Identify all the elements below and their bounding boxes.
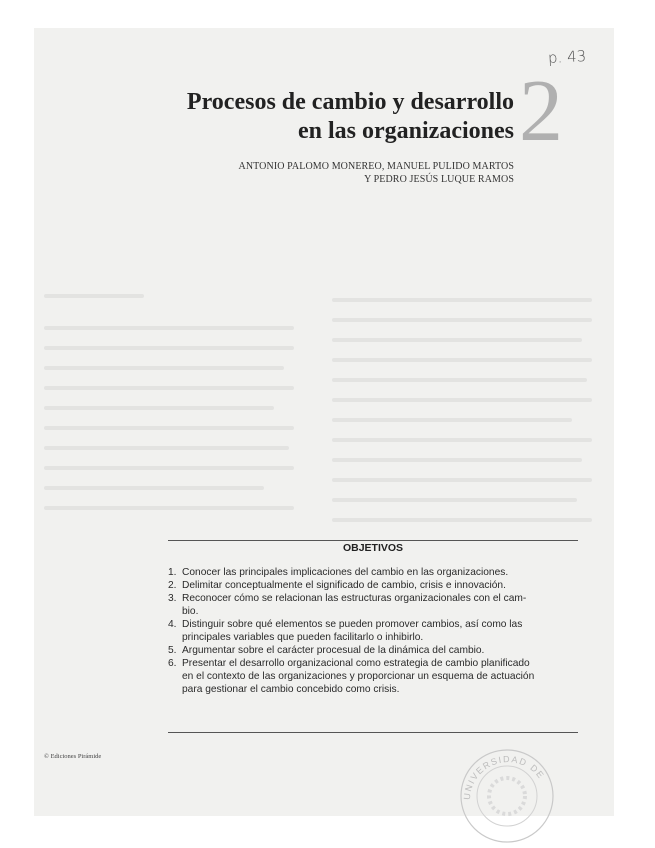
objective-line: Presentar el desarrollo organizacional como estrategia de cambio planificado: [182, 658, 530, 669]
objective-item: [168, 592, 578, 618]
chapter-number: 2: [519, 63, 563, 160]
objective-item: [168, 618, 578, 644]
objective-number: 6.: [168, 658, 177, 669]
objective-number: 2.: [168, 580, 177, 591]
university-stamp: [452, 738, 562, 848]
svg-text:UNIVERSIDAD DE: [462, 754, 547, 800]
objective-line: Argumentar sobre el carácter procesual de la dinámica del cambio.: [182, 645, 485, 656]
author-line: ANTONIO PALOMO MONEREO, MANUEL PULIDO MARTOS: [238, 161, 514, 172]
author-line: Y PEDRO JESÚS LUQUE RAMOS: [364, 174, 514, 185]
objective-number: 4.: [168, 619, 177, 630]
objective-line: en el contexto de las organizaciones y proporcionar un esquema de actuación: [182, 671, 535, 682]
objectives-heading: OBJETIVOS: [342, 542, 404, 554]
handwritten-page-note: p. 43: [547, 47, 587, 67]
objectives-list: [168, 566, 578, 696]
chapter-authors: [168, 160, 514, 186]
objectives-bottom-rule: [168, 732, 578, 733]
objective-line: Conocer las principales implicaciones del cambio en las organizaciones.: [182, 567, 509, 578]
chapter-title-line: en las organizaciones: [298, 118, 514, 144]
objective-text: [182, 657, 578, 696]
objective-line: Delimitar conceptualmente el significado de cambio, crisis e innovación.: [182, 580, 506, 591]
objective-line: bio.: [182, 606, 199, 617]
objective-text: [182, 644, 578, 657]
objective-item: [168, 644, 578, 657]
objective-number: 5.: [168, 645, 177, 656]
objective-line: Reconocer cómo se relacionan las estructuras organizacionales con el cam-: [182, 593, 527, 604]
objective-text: [182, 579, 578, 592]
chapter-title-line: Procesos de cambio y desarrollo: [186, 89, 514, 115]
objective-text: [182, 618, 578, 644]
objective-text: [182, 592, 578, 618]
objective-line: principales variables que pueden facilitarlo o inhibirlo.: [182, 632, 424, 643]
objective-text: [182, 566, 578, 579]
objective-item: [168, 566, 578, 579]
objective-number: 1.: [168, 567, 177, 578]
objective-item: [168, 579, 578, 592]
objective-number: 3.: [168, 593, 177, 604]
stamp-text: UNIVERSIDAD DE: [461, 754, 547, 801]
objective-line: para gestionar el cambio concebido como crisis.: [182, 684, 400, 695]
objective-line: Distinguir sobre qué elementos se pueden promover cambios, así como las: [182, 619, 523, 630]
objectives-top-rule: [168, 540, 578, 541]
chapter-title: [140, 88, 514, 146]
objective-item: [168, 657, 578, 696]
publisher-footer: © Ediciones Pirámide: [44, 753, 102, 760]
